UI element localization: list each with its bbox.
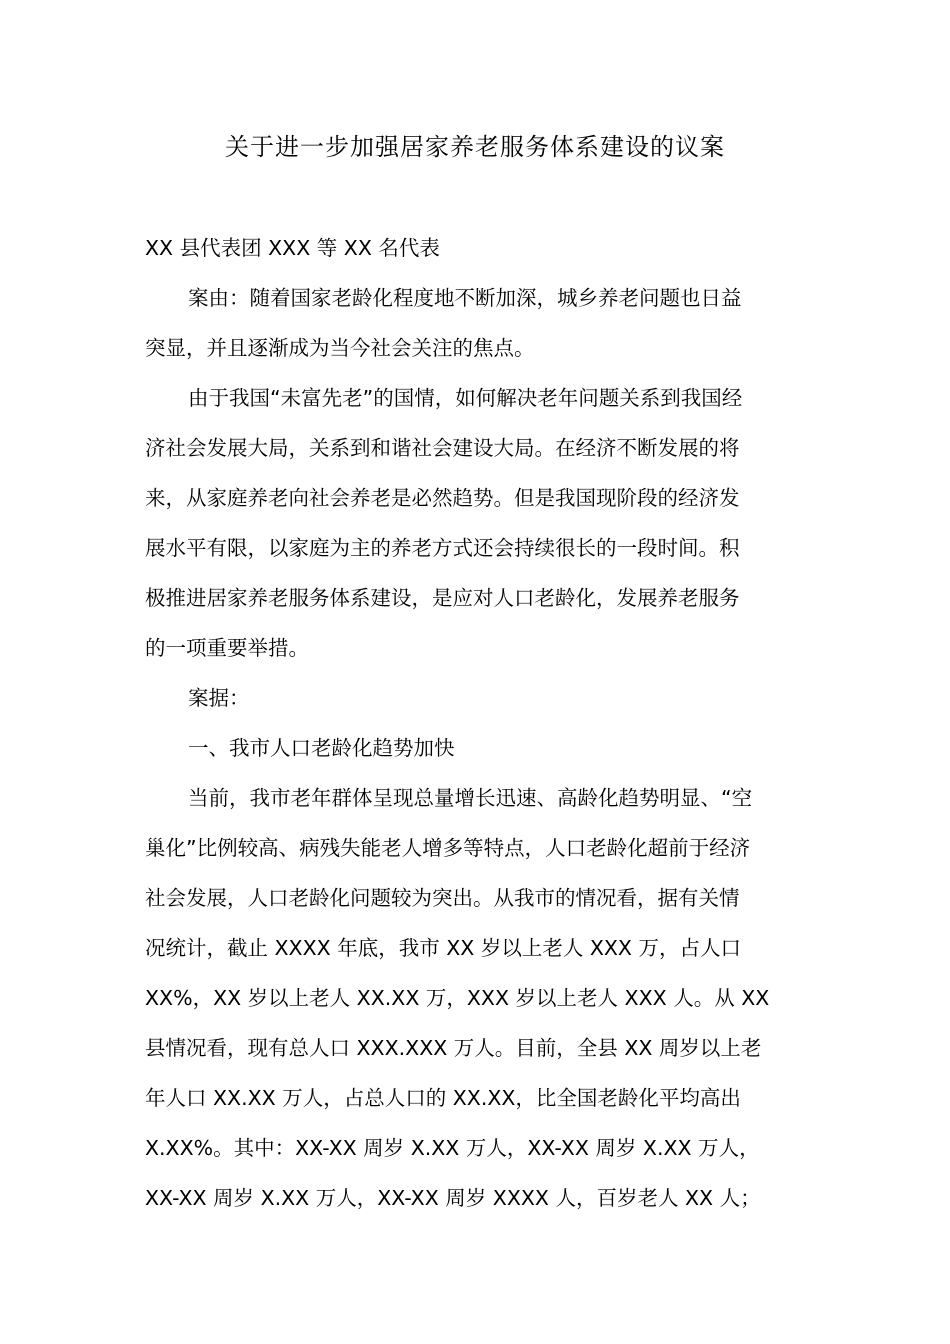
text-line-19: XX-XX 周岁 X.XX 万人，XX-XX 周岁 XXXX 人，百岁老人 XX 人； (145, 1186, 761, 1210)
document-title: 关于进一步加强居家养老服务体系建设的议案 (225, 133, 725, 161)
text-line-18: X.XX%。其中：XX-XX 周岁 X.XX 万人，XX-XX 周岁 X.XX 万人， (145, 1136, 760, 1160)
text-line-13: 社会发展，人口老龄化问题较为突出。从我市的情况看，据有关情 (145, 886, 740, 910)
text-line-7: 极推进居家养老服务体系建设，是应对人口老龄化，发展养老服务 (145, 586, 740, 610)
text-line-17: 年人口 XX.XX 万人，占总人口的 XX.XX，比全国老龄化平均高出 (145, 1086, 741, 1110)
text-line-12: 巢化”比例较高、病残失能老人增多等特点，人口老龄化超前于经济 (145, 836, 751, 860)
author-line: XX 县代表团 XXX 等 XX 名代表 (145, 236, 440, 260)
text-line-6: 展水平有限，以家庭为主的养老方式还会持续很长的一段时间。积 (145, 536, 740, 560)
text-line-9: 案据： (188, 686, 250, 710)
text-line-4: 济社会发展大局，关系到和谐社会建设大局。在经济不断发展的将 (145, 436, 740, 460)
text-line-5: 来，从家庭养老向社会养老是必然趋势。但是我国现阶段的经济发 (145, 486, 740, 510)
text-line-11: 当前，我市老年群体呈现总量增长迅速、高龄化趋势明显、“空 (188, 786, 753, 810)
text-line-15: XX%，XX 岁以上老人 XX.XX 万，XXX 岁以上老人 XXX 人。从 XX (145, 986, 770, 1010)
text-line-1: 案由：随着国家老龄化程度地不断加深，城乡养老问题也日益 (188, 286, 742, 310)
text-line-14: 况统计，截止 XXXX 年底，我市 XX 岁以上老人 XXX 万，占人口 (145, 936, 741, 960)
section-heading-1: 一、我市人口老龄化趋势加快 (188, 736, 455, 760)
text-line-8: 的一项重要举措。 (145, 636, 309, 660)
text-line-16: 县情况看，现有总人口 XXX.XXX 万人。目前，全县 XX 周岁以上老 (145, 1036, 762, 1060)
text-line-2: 突显，并且逐渐成为当今社会关注的焦点。 (145, 336, 535, 360)
text-line-3: 由于我国“未富先老”的国情，如何解决老年问题关系到我国经 (188, 386, 743, 410)
